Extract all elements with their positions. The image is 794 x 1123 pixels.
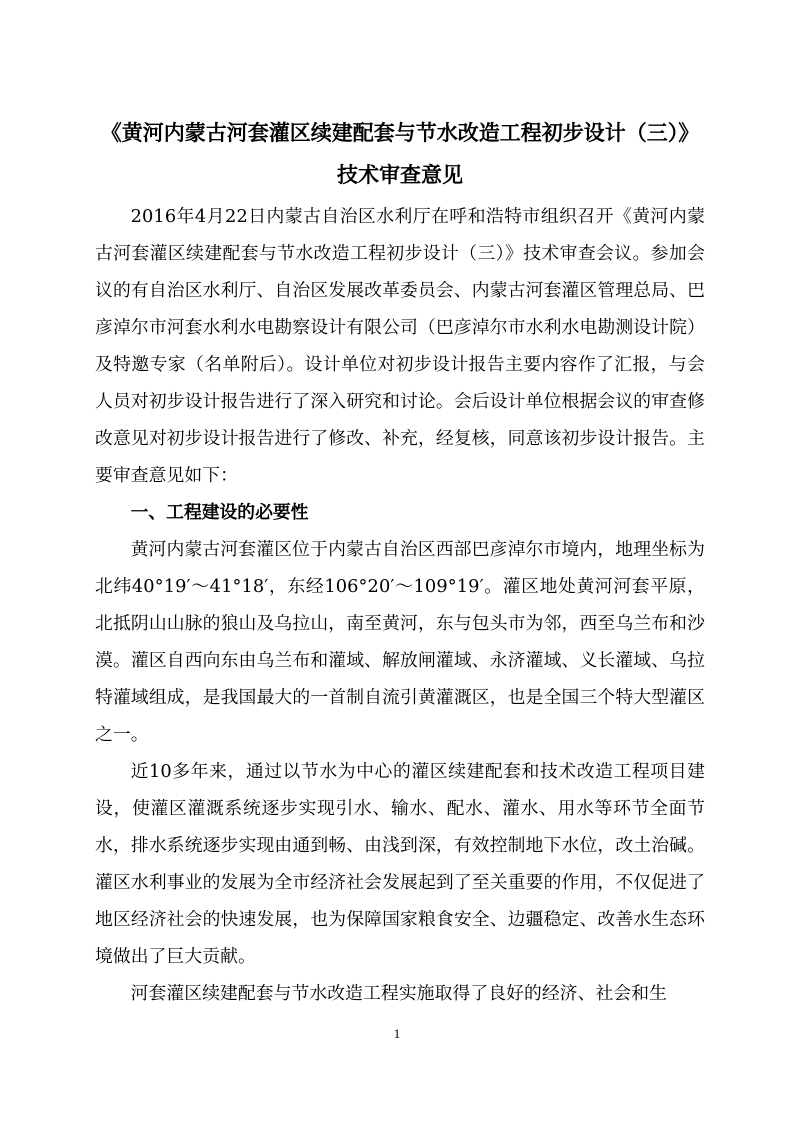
page-number: 1 bbox=[393, 1026, 401, 1041]
section-paragraph-location: 黄河内蒙古河套灌区位于内蒙古自治区西部巴彦淖尔市境内，地理坐标为北纬40°19′～41°18′，东经106°20′～109°19′。灌区地处黄河河套平原，北抵阴山山脉的狼山及乌拉山，南至黄河，东与包头市为邻，西至乌兰布和沙漠。灌区自西向东由乌兰布和灌域、解放闸灌域、永济灌域、义长灌域、乌拉特灌域组成，是我国最大的一首制自流引黄灌溉区，也是全国三个特大型灌区之一。 bbox=[95, 539, 705, 745]
section-paragraph-history: 近10多年来，通过以节水为中心的灌区续建配套和技术改造工程项目建设，使灌区灌溉系统逐步实现引水、输水、配水、灌水、用水等环节全面节水，排水系统逐步实现由通到畅、由浅到深，有效控制地下水位，改土治碱。灌区水利事业的发展为全市经济社会发展起到了至关重要的作用，不仅促进了地区经济社会的快速发展，也为保障国家粮食安全、边疆稳定、改善水生态环境做出了巨大贡献。 bbox=[95, 761, 705, 967]
section-paragraph-benefits: 河套灌区续建配套与节水改造工程实施取得了良好的经济、社会和生 bbox=[130, 983, 668, 1004]
document-title: 《黄河内蒙古河套灌区续建配套与节水改造工程初步设计（三）》 bbox=[100, 120, 700, 145]
intro-paragraph: 2016年4月22日内蒙古自治区水利厅在呼和浩特市组织召开《黄河内蒙古河套灌区续建配套与节水改造工程初步设计（三）》技术审查会议。参加会议的有自治区水利厅、自治区发展改革委员会、内蒙古河套灌区管理总局、巴彦淖尔市河套水利水电勘察设计有限公司（巴彦淖尔市水利水电勘测设计院）及特邀专家（名单附后）。设计单位对初步设计报告主要内容作了汇报，与会人员对初步设计报告进行了深入研究和讨论。会后设计单位根据会议的审查修改意见对初步设计报告进行了修改、补充，经复核，同意该初步设计报告。主要审查意见如下： bbox=[95, 206, 705, 486]
document-body bbox=[95, 198, 705, 1012]
document-subtitle: 技术审查意见 bbox=[337, 162, 463, 187]
section-heading: 一、工程建设的必要性 bbox=[130, 502, 309, 523]
